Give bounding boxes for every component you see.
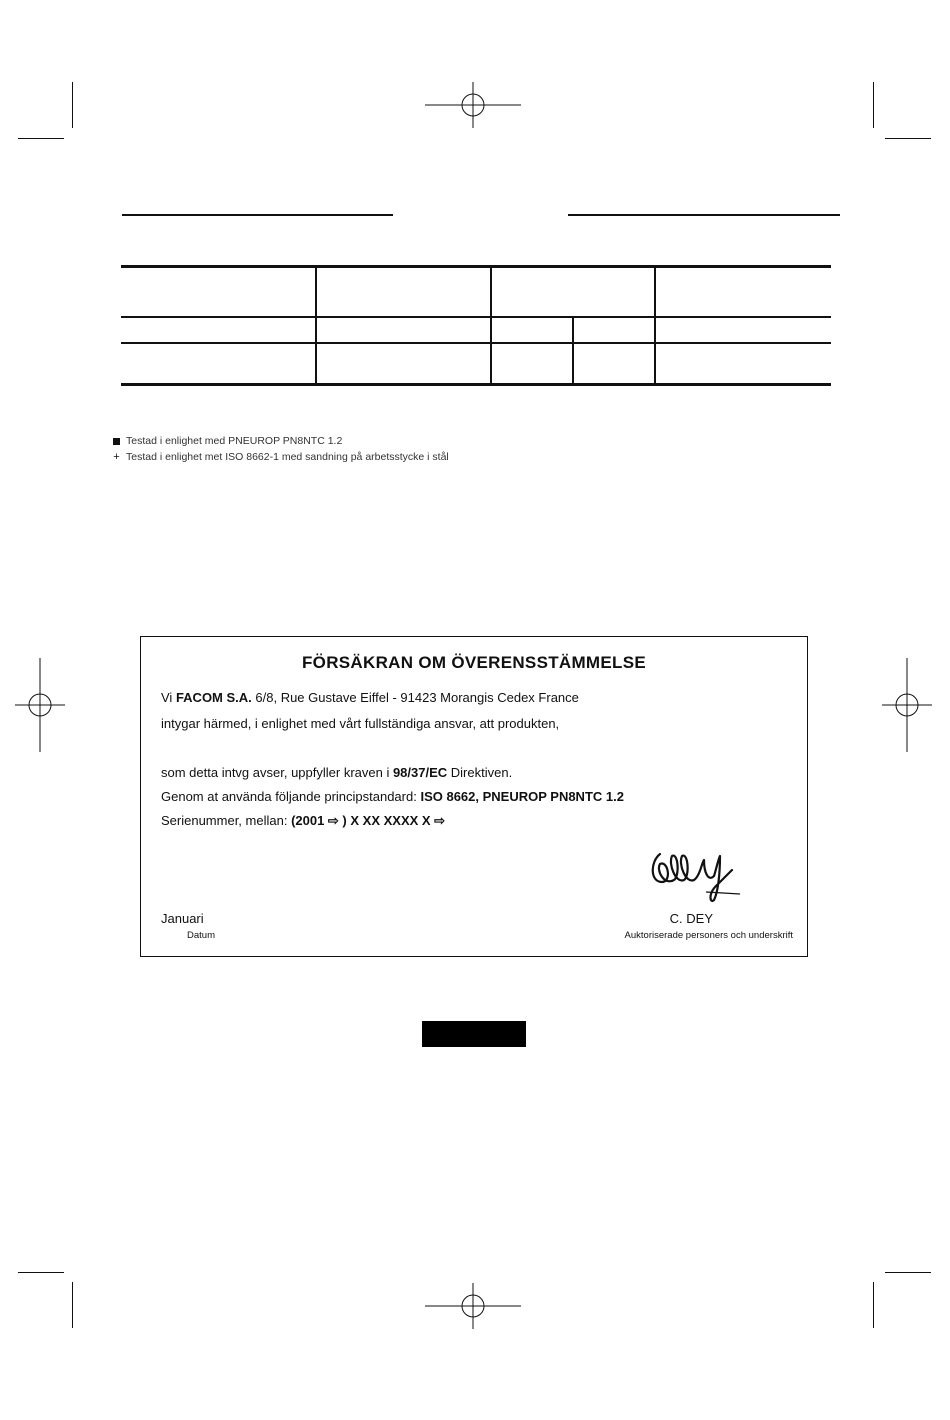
declaration-title: FÖRSÄKRAN OM ÖVERENSSTÄMMELSE: [302, 653, 646, 672]
declaration-line-statement: intygar härmed, i enlighet med vårt fullständiga ansvar, att produkten,: [161, 716, 560, 731]
date-value: Januari: [161, 911, 204, 926]
crop-mark: [873, 82, 874, 128]
spec-table: [121, 265, 831, 386]
note-item: [113, 449, 449, 465]
signature-icon: [646, 842, 746, 913]
header-rule-left: [122, 214, 393, 216]
table-rule-top: [121, 265, 831, 268]
declaration-line-company: Vi FACOM S.A. 6/8, Rue Gustave Eiffel - 91423 Morangis Cedex France: [161, 690, 579, 705]
registration-mark-top: [425, 82, 521, 128]
declaration-line-directive: som detta intvg avser, uppfyller kraven i 98/37/EC Direktiven.: [161, 765, 513, 780]
plus-bullet-icon: +: [113, 451, 120, 463]
crop-mark: [873, 1282, 874, 1328]
square-bullet-icon: [113, 438, 120, 445]
registration-mark-left: [15, 658, 65, 752]
note-text: Testad i enlighet met ISO 8662-1 med sandning på arbetsstycke i stål: [126, 451, 449, 463]
crop-mark: [885, 138, 931, 139]
test-notes: [113, 433, 449, 465]
directive-number: 98/37/EC: [392, 765, 448, 780]
crop-mark: [72, 1282, 73, 1328]
crop-mark: [18, 138, 64, 139]
table-rule-bottom: [121, 383, 831, 386]
signer-label: Auktoriserade personers och underskrift: [624, 930, 793, 941]
declaration-box: [140, 636, 808, 957]
company-name: FACOM S.A.: [175, 690, 252, 705]
table-rule: [121, 316, 831, 318]
registration-mark-right: [882, 658, 932, 752]
crop-mark: [18, 1272, 64, 1273]
table-col-divider: [315, 265, 317, 385]
declaration-line-standard: Genom at använda följande principstandard: ISO 8662, PNEUROP PN8NTC 1.2: [161, 789, 624, 804]
table-col-divider: [654, 265, 656, 385]
signer-name: C. DEY: [669, 911, 713, 926]
note-item: [113, 433, 449, 449]
language-tab-block: [422, 1021, 526, 1047]
table-col-divider: [572, 316, 574, 385]
crop-mark: [72, 82, 73, 128]
crop-mark: [885, 1272, 931, 1273]
registration-mark-bottom: [425, 1283, 521, 1329]
standard-names: ISO 8662, PNEUROP PN8NTC 1.2: [420, 789, 624, 804]
declaration-line-serial: Serienummer, mellan: (2001 ⇨ ) X XX XXXX X ⇨: [161, 813, 446, 828]
header-rule-right: [568, 214, 840, 216]
table-col-divider: [490, 265, 492, 385]
table-rule: [121, 342, 831, 344]
date-label: Datum: [187, 930, 215, 941]
note-text: Testad i enlighet med PNEUROP PN8NTC 1.2: [126, 435, 343, 447]
serial-range: (2001 ⇨ ) X XX XXXX X ⇨: [291, 813, 446, 828]
